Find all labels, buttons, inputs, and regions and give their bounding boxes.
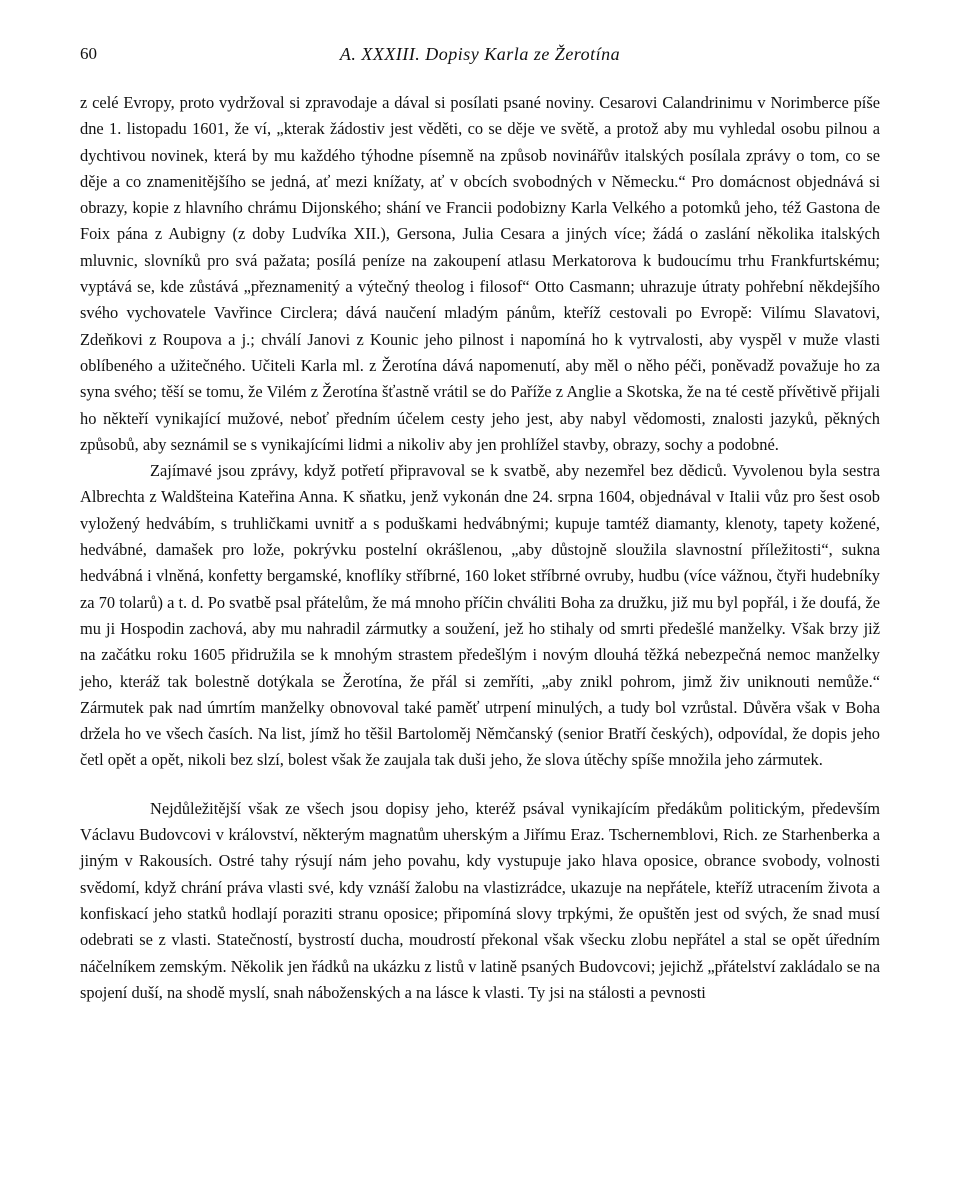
page-header xyxy=(80,38,880,78)
paragraph: Zajímavé jsou zprávy, když potřetí připravoval se k svatbě, aby nezemřel bez dědiců. Vyvolenou byla sestra Albrechta z Waldšteina Kateřina Anna. K sňatku, jenž vykonán dne 24. srpna 1604, objednával v Italii vůz pro šest osob vyložený hedvábím, s truhličkami uvnitř a s poduškami hedvábnými; kupuje tamtéž diamanty, klenoty, tapety kožené, hedvábné, damašek pro lože, pokrývku postelní okrášlenou, „aby důstojně sloužila slavnostní příležitosti“, sukna hedvábná i vlněná, konfetty bergamské, knoflíky stříbrné, 160 loket stříbrné ovruby, hudbu (více vážnou, čtyři hudebníky za 70 tolarů) a t. d. Po svatbě psal přátelům, že má mnoho příčin chváliti Boha za družku, již mu byl popřál, i že doufá, že mu ji Hospodin zachová, aby mu nahradil zármutky a soužení, jež ho stihaly od smrti předešlé manželky. Však brzy již na začátku roku 1605 přidružila se k mnohým strastem předešlým i novým dlouhá těžká nebezpečná nemoc manželky jeho, kteráž tak bolestně dotýkala se Žerotína, že přál si zemříti, „aby znikl pohrom, jimž živ uniknouti nemůže.“ Zármutek pak nad úmrtím manželky obnovoval také paměť utrpení minulých, a tudy bol vzrůstal. Důvěra však v Boha držela ho ve všech časích. Na list, jímž ho těšil Bartoloměj Němčanský (senior Bratří českých), odpovídal, že dopis jeho četl opět a opět, nikoli bez slzí, bolest však že zaujala tak duši jeho, že slova útěchy spíše množila jeho zármutek. xyxy=(80,461,880,770)
paragraph: Nejdůležitější však ze všech jsou dopisy jeho, kteréž psával vynikajícím předákům politickým, především Václavu Budovcovi v království, některým magnatům uherským a Jiřímu Eraz. Tschernemblovi, Rich. ze Starhenberka a jiným v Rakousích. Ostré tahy rýsují nám jeho povahu, kdy vystupuje jako hlava oposice, obrance svobody, volnosti svědomí, když chrání práva vlasti své, kdy vznáší žalobu na vlastizrádce, ukazuje na nepřátele, kteříž utracením života a konfiskací jeho statků hodlají poraziti stranu oposice; připomíná slovy trpkými, že opuštěn jest od svých, že snad musí odebrati se z vlasti. Statečností, bystrostí ducha, moudrostí překonal však všecku zlobu nepřátel a stal se opět úředním náčelníkem zemským. Několik jen řádků na ukázku z listů v latině psaných Budovcovi; jejichž „přátelství zakládalo se na spojení duší, na shodě myslí, snah náboženských a na lásce k vlasti. Ty jsi na stálosti a pevnosti xyxy=(80,798,880,1002)
document-page xyxy=(80,38,880,1006)
running-head: A. XXXIII. Dopisy Karla ze Žerotína xyxy=(339,44,621,64)
paragraph: z celé Evropy, proto vydržoval si zpravodaje a dával si posílati psané noviny. Cesarovi Calandrinimu v Norimberce píše dne 1. listopadu 1601, že ví, „kterak žádostiv jest věděti, co se děje ve světě, a protož aby mu vyhledal osobu pilnou a dychtivou novinek, která by mu každého týhodne písemně na způsob novinářův italských posílala zprávy o tom, co se děje a co znamenitějšího se jedná, ať mezi knížaty, ať v obcích svobodných v Německu.“ Pro domácnost objednává si obrazy, kopie z hlavního chrámu Dijonského; shání ve Francii podobizny Karla Velkého a potomků jeho, též Gastona de Foix pána z Aubigny (z doby Ludvíka XII.), Gersona, Julia Cesara a jiných více; žádá o zaslání několika italských mluvnic, slovníků pro svá pažata; posílá peníze na zakoupení atlasu Merkatorova k budoucímu trhu Frankfurtskému; vyptává se, kde zůstává „přeznamenitý a výtečný theolog i filosof“ Otto Casmann; uhrazuje útraty pohřební někdejšího svého vychovatele Vavřince Circlera; dává naučení mladým pánům, kteříž cestovali po Evropě: Vilímu Slavatovi, Zdeňkovi z Roupova a j.; chválí Janovi z Kounic jeho pilnost i napomíná ho k vytrvalosti, aby vyspěl v muže vlasti oblíbeného a užitečného. Učiteli Karla ml. z Žerotína dává napomenutí, aby měl o něho péči, poněvadž považuje ho za syna svého; těší se tomu, že Vilém z Žerotína šťastně vrátil se do Paříže z Anglie a Skotska, že na té cestě přívětivě přijali ho někteří vynikající mužové, neboť předním účelem cesty jeho jest, aby nabyl vědomosti, znalosti jazyků, pěkných způsobů, aby seznámil se s vynikajícími lidmi a nikoliv aby jen prohlížel stavby, obrazy, sochy a podobné. xyxy=(80,93,880,454)
page-number: 60 xyxy=(80,44,97,63)
body-text xyxy=(80,90,880,1006)
